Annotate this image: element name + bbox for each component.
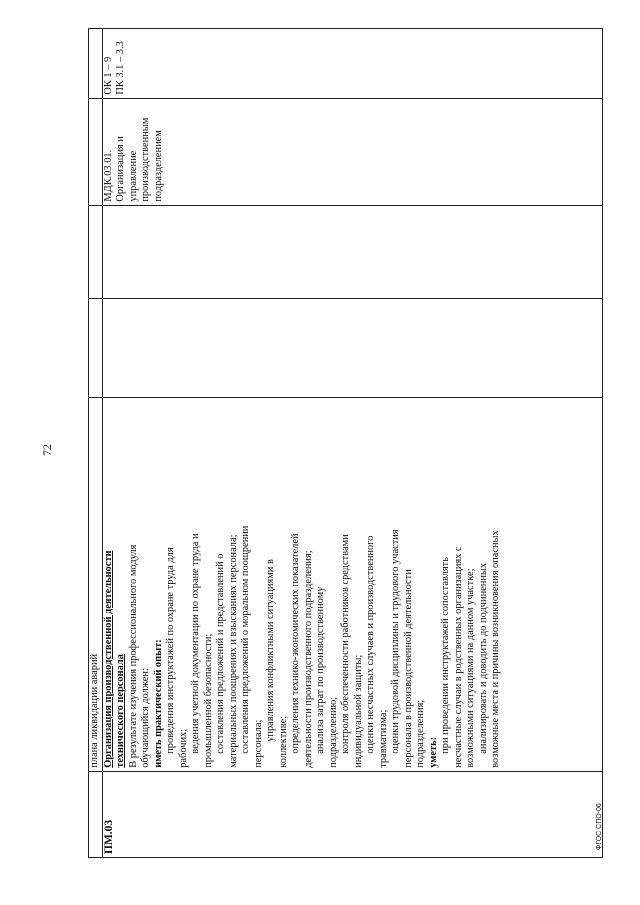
table-row bbox=[102, 29, 603, 858]
content-line: оценки несчастных случаев и производственного bbox=[365, 535, 376, 754]
module-code: ПМ.03 bbox=[102, 819, 115, 854]
competencies-cell bbox=[102, 29, 603, 99]
content-line: В результате изучения профессионального модуля bbox=[127, 544, 139, 768]
table-cell bbox=[89, 98, 103, 205]
module-title: технического персонала bbox=[115, 654, 126, 768]
content-line: коллективе; bbox=[277, 715, 289, 768]
content-line: несчастные случаи в родственных организациях с bbox=[452, 546, 464, 768]
hours-cell bbox=[102, 299, 603, 398]
table-cell bbox=[89, 29, 103, 99]
mdk-title-line: управление bbox=[127, 150, 139, 202]
table-row bbox=[89, 29, 103, 858]
content-line: анализировать и доводить до подчиненных bbox=[477, 562, 489, 754]
content-line: ведения учетной документации по охране труда и bbox=[190, 533, 201, 754]
content-line: управления конфликтными ситуациями в bbox=[265, 559, 276, 742]
content-line: контроля обеспеченности работников средствами bbox=[340, 534, 351, 754]
content-line: подразделению; bbox=[327, 696, 339, 768]
content-line: составления предложений о моральном поощрении bbox=[240, 525, 251, 754]
footer-code: ФГОС СПО-06 bbox=[596, 803, 603, 850]
content-line: подразделения; bbox=[415, 699, 426, 768]
content-line: определения технико-экономических показателей bbox=[290, 533, 301, 754]
module-code-cell bbox=[102, 771, 603, 857]
section-heading: уметь: bbox=[427, 736, 439, 768]
content-line: деятельности производственного подразделения; bbox=[302, 550, 314, 768]
content-line: обучающийся должен: bbox=[140, 668, 151, 768]
curriculum-table bbox=[88, 28, 603, 858]
competency-pk: ПК 3.1 – 3.3 bbox=[115, 41, 126, 95]
table-cell bbox=[89, 771, 103, 857]
empty-cell bbox=[102, 205, 603, 298]
content-line: возможные места и причины возникновения опасных bbox=[490, 530, 501, 768]
content-line: промышленной безопасности; bbox=[202, 633, 214, 768]
content-line: проведения инструктажей по охране труда для bbox=[165, 547, 176, 754]
mdk-title-line: Организация и bbox=[115, 136, 126, 202]
table-cell bbox=[89, 205, 103, 298]
mdk-cell bbox=[102, 98, 603, 205]
top-row-text: плана ликвидации аварий bbox=[89, 653, 100, 768]
table-cell bbox=[89, 299, 103, 398]
content-line: персонала; bbox=[252, 719, 264, 768]
content-line: составления предложений и представлений о bbox=[215, 553, 226, 754]
page-number: 72 bbox=[40, 444, 54, 456]
content-line: материальных поощрениях и взысканиях персонала; bbox=[227, 534, 239, 768]
module-content-cell bbox=[102, 397, 603, 771]
content-line: травматизма; bbox=[377, 709, 389, 768]
mdk-title-line: производственным bbox=[140, 117, 151, 202]
module-title: Организация производственной деятельности bbox=[102, 550, 114, 768]
content-line: возможными ситуациями на данном участке; bbox=[465, 568, 476, 768]
content-line: индивидуальной защиты; bbox=[352, 654, 364, 768]
content-line: при проведении инструктажей сопоставлять bbox=[440, 557, 451, 754]
table-cell bbox=[89, 397, 103, 771]
content-line: персонала в производственной деятельности bbox=[402, 569, 414, 768]
content-line: анализа затрат по производственному bbox=[315, 586, 326, 754]
rotated-page-content bbox=[88, 28, 603, 858]
section-heading: иметь практический опыт: bbox=[152, 639, 164, 768]
content-line: оценки трудовой дисциплины и трудового участия bbox=[390, 529, 401, 754]
content-line: рабочих; bbox=[177, 728, 189, 768]
mdk-title-line: подразделением bbox=[152, 130, 164, 202]
competency-ok: ОК 1 – 9 bbox=[102, 56, 114, 95]
mdk-code: МДК.03.01. bbox=[102, 149, 114, 202]
